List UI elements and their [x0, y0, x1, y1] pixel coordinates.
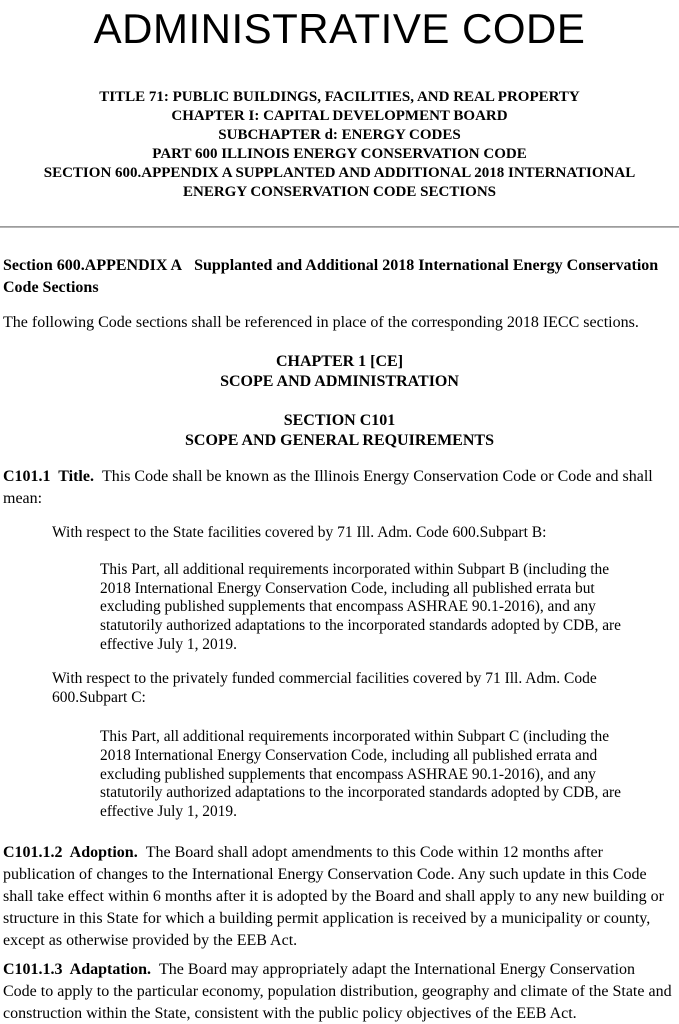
header-line-title71: TITLE 71: PUBLIC BUILDINGS, FACILITIES, AND REAL PROPERTY — [99, 89, 580, 105]
paragraph-c101-1-3-label: C101.1.3 Adaptation. — [3, 961, 152, 979]
title-header-block — [0, 88, 679, 202]
paragraph-c101-1-3 — [3, 959, 672, 1024]
paragraph-c101-1-text: This Code shall be known as the Illinois Energy Conservation Code or Code and shall mean: — [3, 468, 653, 507]
header-line-subchapter: SUBCHAPTER d: ENERGY CODES — [218, 127, 461, 143]
paragraph-c101-1-2-text: The Board shall adopt amendments to this Code within 12 months after publication of changes to the International Energy Conservation Code. Any such update in this Code shall take effect within 6 months after it is adopted by the Board and shall apply to any new building or structure in this State for which a building permit application is received by a municipality or county, except as otherwise provided by the EEB Act. — [3, 844, 664, 949]
chapter-1-heading-line1: CHAPTER 1 [CE] — [275, 353, 404, 370]
paragraph-c101-1-2-label: C101.1.2 Adoption. — [3, 844, 138, 862]
subpart-c-provision: This Part, all additional requirements incorporated within Subpart C (including the 2018 International Energy Conservation Code, including all published errata and excluding published supplements that encompass ASHRAE 90.1-2016), and any statutorily authorized adaptations to the incorporated standards adopted by CDB, are effective July 1, 2019. — [100, 728, 621, 820]
chapter-1-heading-line2: SCOPE AND ADMINISTRATION — [220, 372, 459, 390]
intro-paragraph: The following Code sections shall be referenced in place of the corresponding 2018 IECC sections. — [3, 314, 639, 331]
header-line-section600-1: SECTION 600.APPENDIX A SUPPLANTED AND ADDITIONAL 2018 INTERNATIONAL — [43, 165, 636, 181]
paragraph-c101-1-2 — [3, 842, 672, 951]
appendix-section-title: Supplanted and Additional 2018 International Energy Conservation Code Sections — [3, 257, 659, 296]
chapter-1-heading — [0, 352, 679, 391]
subpart-b-provision: This Part, all additional requirements incorporated within Subpart B (including the 2018 International Energy Conservation Code, including all published errata but excluding published supplements that encompass ASHRAE 90.1-2016), and any statutorily authorized adaptations to the incorporated standards adopted by CDB, are effective July 1, 2019. — [100, 561, 621, 653]
paragraph-c101-1-3-text: The Board may appropriately adapt the International Energy Conservation Code to apply to the particular economy, population distribution, geography and climate of the State and construction within the State, consistent with the public policy objectives of the EEB Act. — [3, 961, 672, 1022]
appendix-section-heading — [3, 255, 672, 299]
page-title: ADMINISTRATIVE CODE — [93, 5, 586, 52]
paragraph-c101-1-label: C101.1 Title. — [3, 468, 94, 485]
header-line-part600: PART 600 ILLINOIS ENERGY CONSERVATION CODE — [152, 146, 527, 162]
section-c101-heading-line2: SCOPE AND GENERAL REQUIREMENTS — [185, 431, 494, 449]
subpart-c-lead: With respect to the privately funded commercial facilities covered by 71 Ill. Adm. Code 600.Subpart C: — [52, 670, 597, 706]
subpart-b-lead: With respect to the State facilities covered by 71 Ill. Adm. Code 600.Subpart B: — [52, 523, 547, 541]
section-c101-heading — [0, 411, 679, 450]
paragraph-c101-1 — [3, 466, 672, 510]
header-line-section600-2: ENERGY CONSERVATION CODE SECTIONS — [182, 184, 496, 200]
section-c101-heading-line1: SECTION C101 — [283, 412, 396, 429]
horizontal-divider — [0, 226, 679, 228]
appendix-section-number: Section 600.APPENDIX A — [3, 257, 183, 274]
header-line-chapter: CHAPTER I: CAPITAL DEVELOPMENT BOARD — [171, 108, 508, 124]
